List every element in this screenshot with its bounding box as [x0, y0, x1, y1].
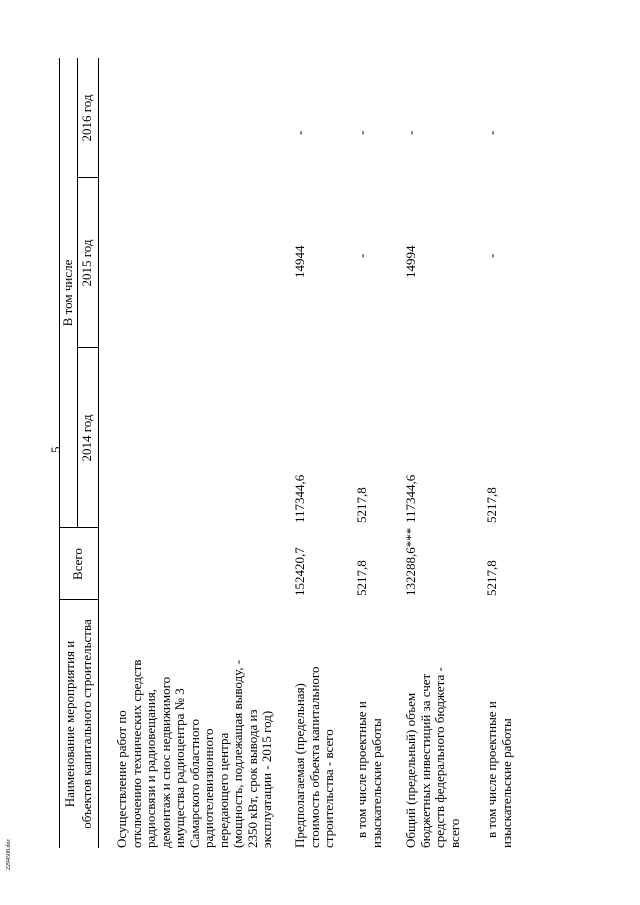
row-4-2016: - [484, 130, 499, 135]
header-year-2015: 2015 год [79, 239, 94, 287]
header-name-line2: объектов капитального строительства [79, 619, 94, 829]
row-1-2016: - [292, 130, 307, 135]
row-2-2015: - [354, 253, 369, 258]
row-0-name-line-7: передающего центра [215, 732, 231, 848]
header-year-2016: 2016 год [79, 94, 94, 142]
header-including: В том числе [60, 259, 75, 327]
row-0-name-line-4: имущества радиоцентра № 3 [172, 688, 187, 848]
row-1-total: 152420,7 [292, 547, 307, 596]
row-0-name-line-9: 2350 кВт, срок вывода из [244, 709, 260, 848]
row-0-name-line-1: отключению технических средств [128, 659, 144, 848]
row-3-name-line-0: Общий (предельный) объем [403, 692, 418, 848]
row-4-2015: - [484, 253, 499, 258]
row-0-name-line-3: демонтаж и снос недвижимого [157, 676, 173, 848]
row-1-name-line-0: Предполагаемая (предельная) [292, 683, 307, 848]
row-3-name-line-2: средств федерального бюджета - [432, 667, 447, 848]
row-0-name-line-2: радиосвязи и радиовещания, [143, 688, 158, 848]
row-3-2014: 117344,6 [403, 474, 418, 523]
row-1-2014: 117344,6 [292, 474, 307, 523]
row-2-2016: - [354, 130, 369, 135]
row-1-name-line-1: стоимость объекта капитального [306, 666, 322, 848]
row-2-total: 5217,8 [354, 560, 369, 596]
row-0-name-line-5: Самарского областного [186, 719, 202, 848]
row-2-2014: 5217,8 [354, 487, 369, 523]
row-4-name-line-1: изыскательские работы [498, 718, 514, 848]
row-0-name-line-8: (мощность, подлежащая выводу, - [230, 659, 245, 848]
years-divider-rule [77, 58, 78, 528]
row-4-2014: 5217,8 [484, 487, 499, 523]
page-number: 5 [48, 446, 63, 453]
row-3-name-line-3: всего [446, 818, 462, 848]
row-3-2016: - [403, 130, 418, 135]
row-3-name-line-1: бюджетных инвестиций за счет [417, 673, 433, 848]
document-footer: 2294508.doc [6, 838, 12, 870]
row-0-name-line-0: Осуществление работ по [114, 710, 129, 848]
header-name-line1: Наименование мероприятия и [62, 640, 77, 808]
row-3-2015: 14994 [403, 245, 418, 278]
row-2-name-line-0: в том числе проектные и [354, 701, 369, 838]
row-1-name-line-2: строительства - всего [321, 729, 336, 848]
row-2-name-line-1: изыскательские работы [368, 718, 384, 848]
row-4-total: 5217,8 [484, 560, 499, 596]
row-1-2015: 14944 [292, 245, 307, 278]
capital-construction-table [59, 58, 559, 848]
row-3-total: 132288,6*** [403, 527, 418, 596]
row-4-name-line-0: в том числе проектные и [484, 701, 499, 838]
row-0-name-line-10: эксплуатации - 2015 год) [259, 710, 274, 848]
row-0-name-line-6: радиотелевизионного [201, 728, 216, 848]
table-top-rule [59, 58, 60, 848]
header-total: Всего [70, 548, 85, 580]
header-year-2014: 2014 год [79, 414, 94, 462]
